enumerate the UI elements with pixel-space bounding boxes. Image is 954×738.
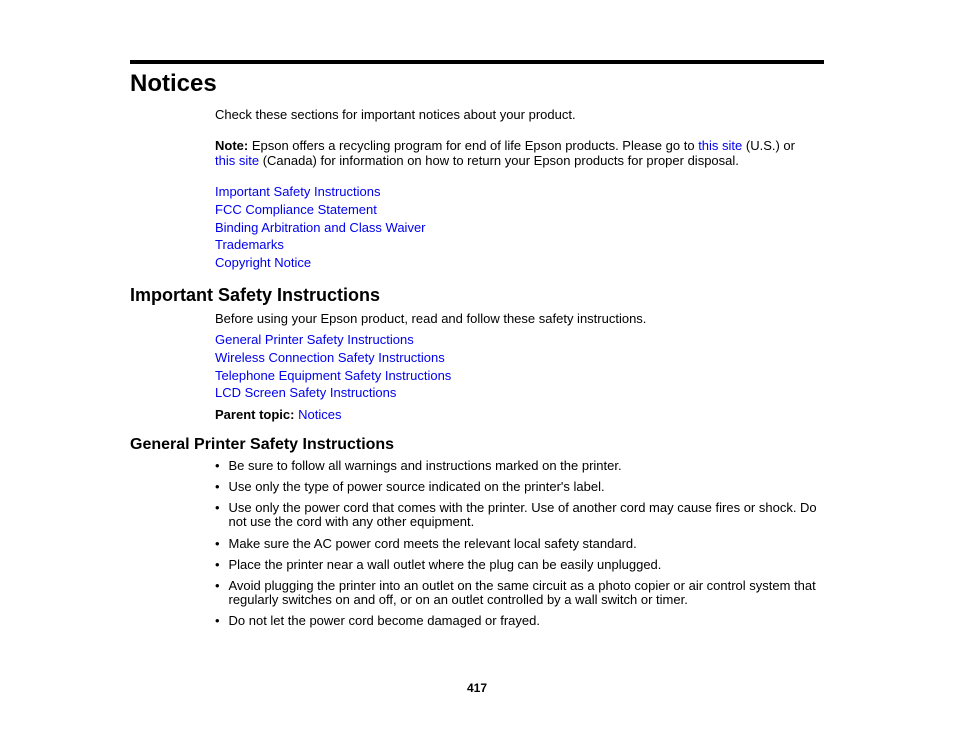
bullet-icon: • — [215, 458, 220, 473]
bullet-icon: • — [215, 556, 220, 572]
list-item — [215, 332, 451, 350]
page-title: Notices — [130, 70, 217, 97]
lcd-safety-link[interactable]: LCD Screen Safety Instructions — [215, 385, 397, 401]
list-item — [215, 385, 451, 403]
list-item — [215, 237, 426, 255]
general-printer-safety-link[interactable]: General Printer Safety Instructions — [215, 332, 414, 347]
list-item — [215, 614, 825, 628]
parent-topic-notices-link[interactable]: Notices — [298, 407, 342, 422]
list-item — [215, 350, 451, 368]
bullet-text: Make sure the AC power cord meets the relevant local safety standard. — [228, 535, 637, 551]
bullet-icon: • — [215, 535, 220, 551]
safety-intro: Before using your Epson product, read and follow these safety instructions. — [215, 311, 647, 326]
note-text-1: Epson offers a recycling program for end of life Epson products. Please go to — [248, 138, 699, 153]
list-item — [215, 255, 426, 273]
wireless-safety-link[interactable]: Wireless Connection Safety Instructions — [215, 349, 445, 365]
fcc-compliance-link[interactable]: FCC Compliance Statement — [215, 201, 377, 217]
safety-heading: Important Safety Instructions — [130, 285, 381, 305]
bullet-text: Do not let the power cord become damaged or frayed. — [228, 613, 540, 629]
page-number: 417 — [466, 681, 488, 695]
list-item — [215, 537, 825, 551]
general-safety-bullets — [215, 459, 825, 635]
general-safety-heading: General Printer Safety Instructions — [130, 436, 395, 453]
list-item — [215, 501, 825, 529]
bullet-icon: • — [215, 479, 220, 495]
recycling-note — [215, 138, 825, 168]
bullet-text: Avoid plugging the printer into an outlet on the same circuit as a photo copier or air control system that regularly switches on and off, or on an outlet controlled by a wall switch or timer. — [228, 577, 816, 607]
note-text-2: (U.S.) or — [742, 138, 795, 153]
note-text-3: (Canada) for information on how to return your Epson products for proper disposal. — [259, 153, 739, 168]
bullet-text: Be sure to follow all warnings and instructions marked on the printer. — [228, 458, 622, 473]
telephone-safety-link[interactable]: Telephone Equipment Safety Instructions — [215, 367, 452, 383]
bullet-icon: • — [215, 613, 220, 629]
list-item — [215, 368, 451, 386]
note-label: Note: — [215, 138, 249, 153]
bullet-text: Use only the power cord that comes with the printer. Use of another cord may cause fires or shock. Do not use the cord with any other equipment. — [228, 500, 817, 530]
bullet-text: Use only the type of power source indicated on the printer's label. — [228, 479, 605, 495]
list-item — [215, 558, 825, 572]
safety-link-list — [215, 332, 451, 403]
copyright-notice-link[interactable]: Copyright Notice — [215, 255, 312, 271]
list-item — [215, 459, 825, 473]
bullet-icon: • — [215, 577, 220, 593]
binding-arbitration-link[interactable]: Binding Arbitration and Class Waiver — [215, 219, 426, 235]
intro-text: Check these sections for important notices about your product. — [215, 107, 576, 122]
list-item — [215, 220, 426, 238]
trademarks-link[interactable]: Trademarks — [215, 237, 284, 253]
important-safety-link[interactable]: Important Safety Instructions — [215, 184, 381, 199]
title-rule — [130, 60, 824, 64]
list-item — [215, 480, 825, 494]
notices-link-list — [215, 184, 426, 273]
bullet-icon: • — [215, 500, 220, 516]
list-item — [215, 184, 426, 202]
list-item — [215, 579, 825, 607]
bullet-text: Place the printer near a wall outlet where the plug can be easily unplugged. — [228, 556, 662, 572]
parent-topic-label: Parent topic: — [215, 407, 295, 422]
parent-topic — [215, 407, 825, 422]
list-item — [215, 202, 426, 220]
this-site-canada-link[interactable]: this site — [215, 153, 260, 168]
this-site-us-link[interactable]: this site — [698, 138, 743, 153]
